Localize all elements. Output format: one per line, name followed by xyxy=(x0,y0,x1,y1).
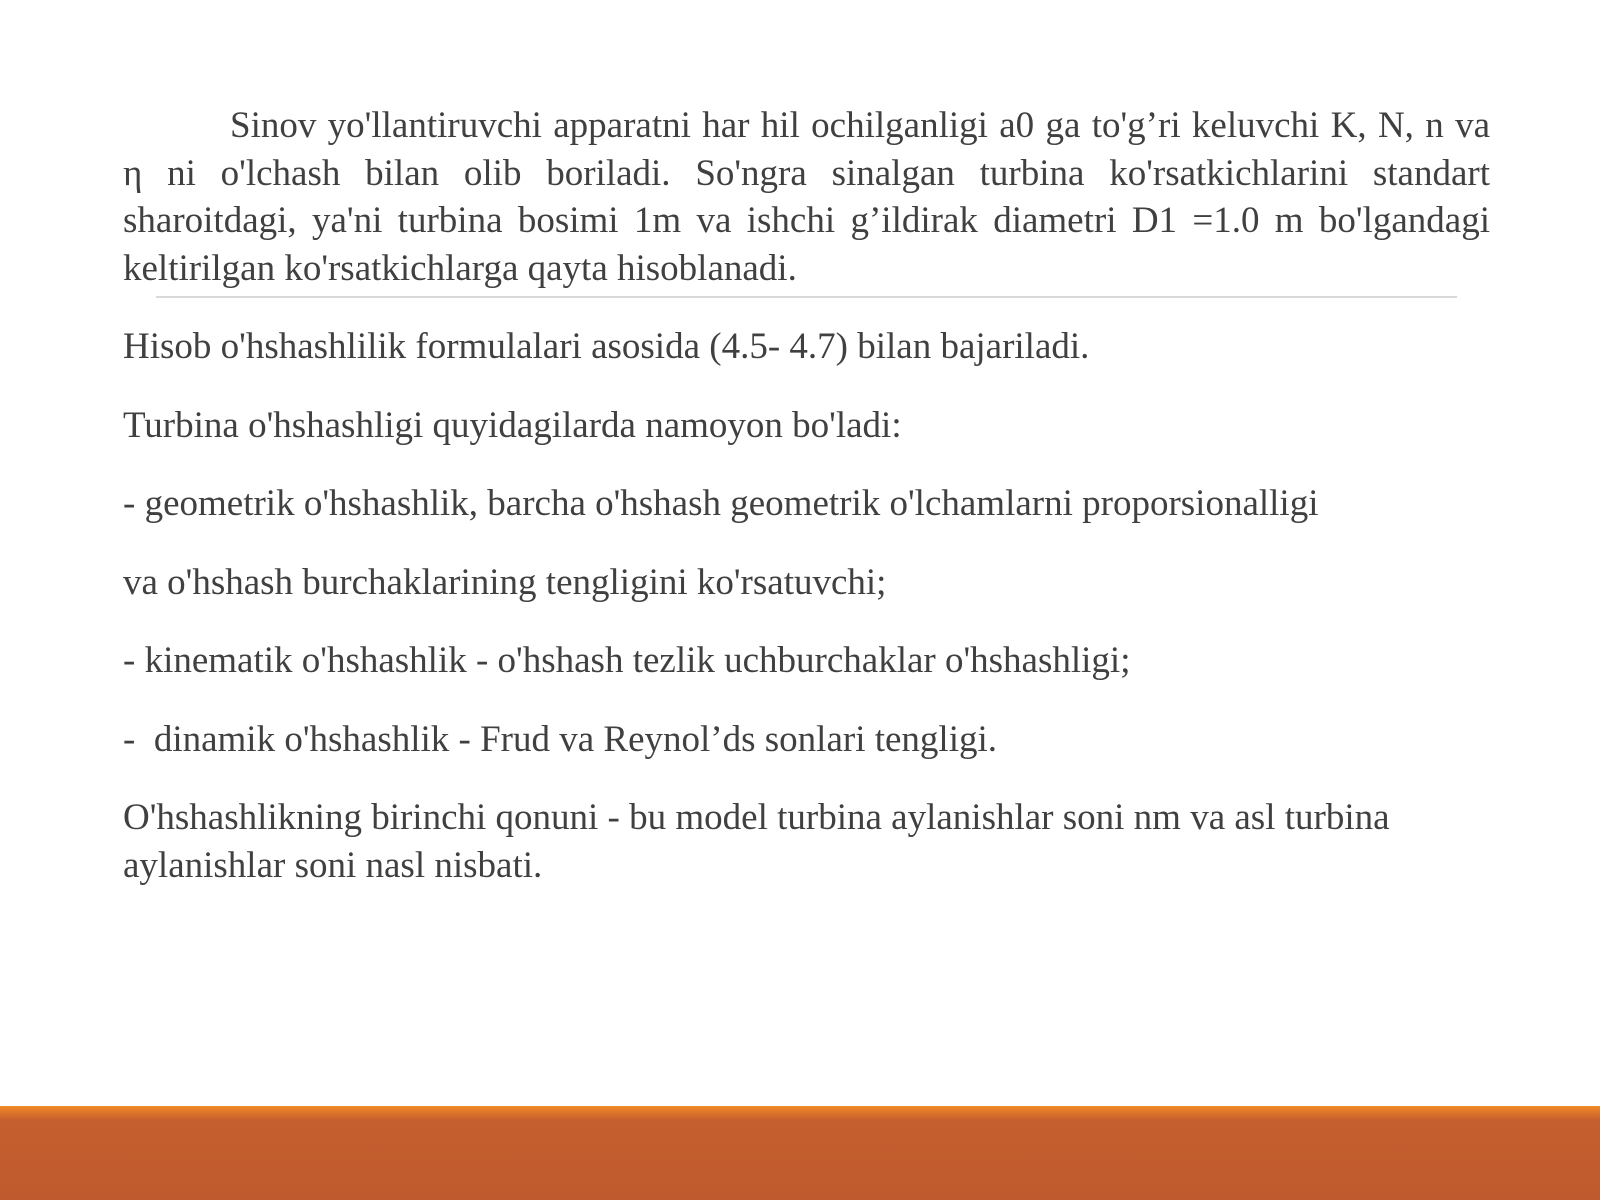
paragraph-similarity-intro: Turbina o'hshashligi quyidagilarda namoyon bo'ladi: xyxy=(123,404,902,446)
paragraph-geometric-similarity-cont: va o'hshash burchaklarining tengligini ko'rsatuvchi; xyxy=(123,561,887,603)
paragraph-dynamic-similarity: - dinamik o'hshashlik - Frud va Reynol’ds sonlari tengligi. xyxy=(123,718,998,760)
slide-body xyxy=(123,102,1490,889)
footer-band xyxy=(0,1106,1600,1200)
paragraph-formula-reference: Hisob o'hshashlilik formulalari asosida (4.5- 4.7) bilan bajariladi. xyxy=(123,326,1090,367)
paragraph-kinematic-similarity: - kinematik o'hshashlik - o'hshash tezlik uchburchaklar o'hshashligi; xyxy=(123,640,1131,681)
paragraph-geometric-similarity: - geometrik o'hshashlik, barcha o'hshash geometrik o'lchamlarni proporsionalligi xyxy=(123,483,1319,524)
paragraph-first-law: O'hshashlikning birinchi qonuni - bu model turbina aylanishlar soni nm va asl turbina aylanishlar soni nasl nisbati. xyxy=(123,797,1399,886)
intro-paragraph: Sinov yo'llantiruvchi apparatni har hil ochilganligi a0 ga to'g’ri keluvchi K, N, n va η ni o'lchash bilan olib boriladi. So'ngra sinalgan turbina ko'rsatkichlarini standart sharoitdagi, ya'ni turbina bosimi 1m va ishchi g’ildirak diametri D1 =1.0 m bo'lgandagi keltirilgan ko'rsatkichlarga qayta hisoblanadi. xyxy=(123,105,1490,289)
divider-line xyxy=(156,296,1457,298)
